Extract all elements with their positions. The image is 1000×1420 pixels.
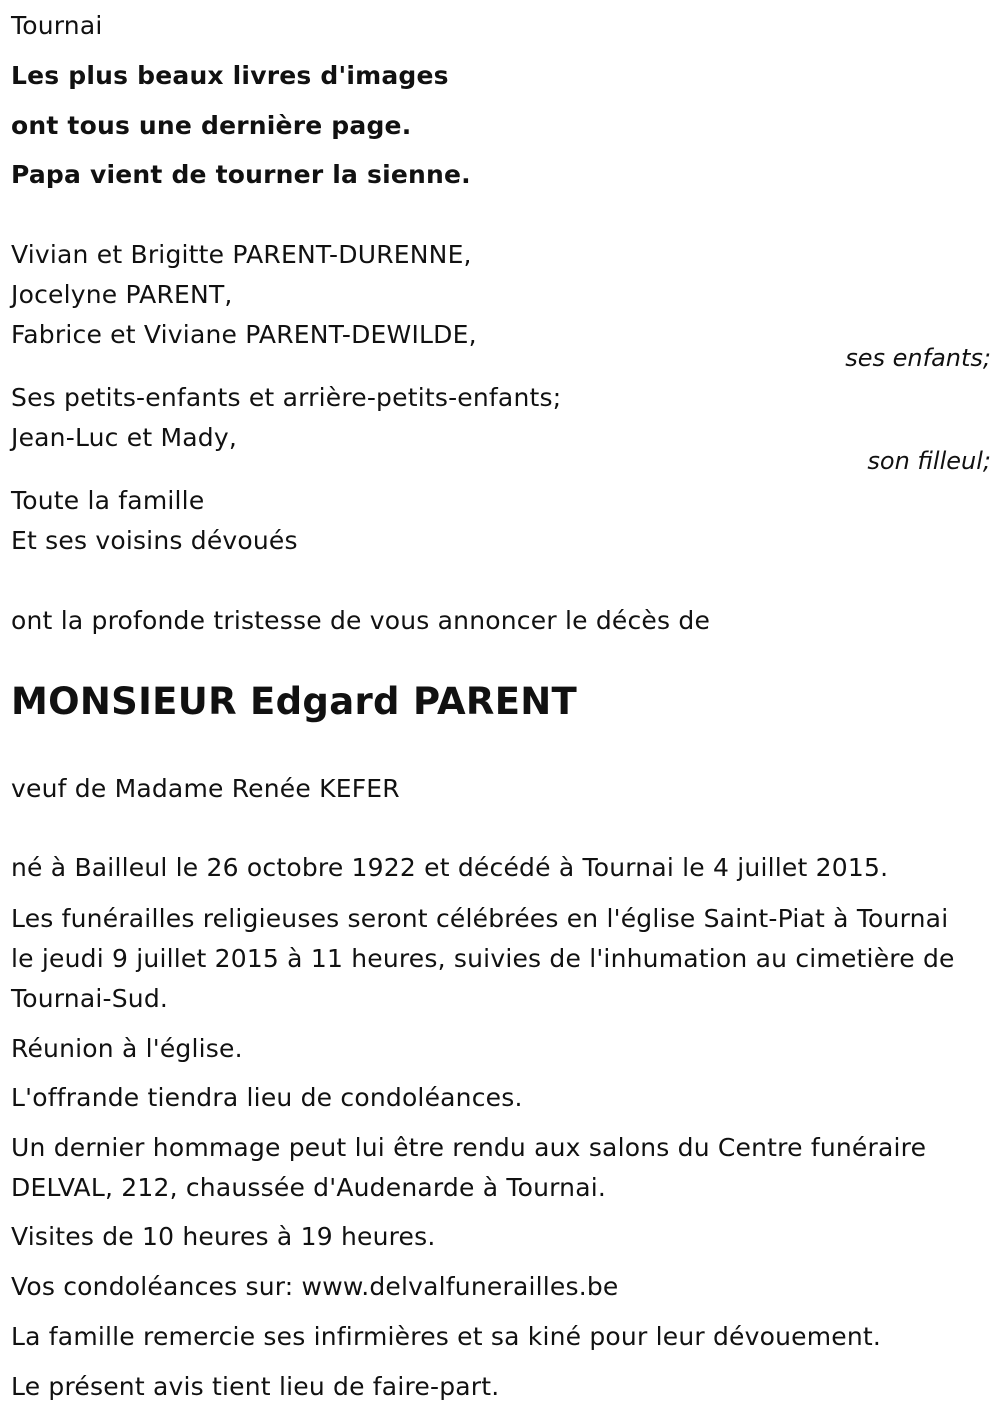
visits-line: Visites de 10 heures à 19 heures. (11, 1222, 436, 1251)
poem-line-1: Les plus beaux livres d'images (11, 61, 449, 90)
funeral-line-2: le jeudi 9 juillet 2015 à 11 heures, suivies de l'inhumation au cimetière de (11, 944, 955, 973)
notice-line: Le présent avis tient lieu de faire-part. (11, 1372, 500, 1401)
condolences-line: Vos condoléances sur: www.delvalfunerailles.be (11, 1272, 619, 1301)
child-line-1: Vivian et Brigitte PARENT-DURENNE, (11, 240, 472, 269)
neighbours-line: Et ses voisins dévoués (11, 526, 298, 555)
godson-line: Jean-Luc et Mady, (11, 423, 237, 452)
child-line-2: Jocelyne PARENT, (11, 280, 233, 309)
tribute-line-2: DELVAL, 212, chaussée d'Audenarde à Tournai. (11, 1173, 607, 1202)
godson-role: son filleul; (867, 447, 991, 475)
poem-line-3: Papa vient de tourner la sienne. (11, 160, 471, 189)
tribute-line-1: Un dernier hommage peut lui être rendu aux salons du Centre funéraire (11, 1133, 927, 1162)
city-line: Tournai (11, 11, 103, 40)
obituary-notice (11, 0, 991, 1420)
widower-line: veuf de Madame Renée KEFER (11, 774, 400, 803)
children-role: ses enfants; (845, 344, 991, 372)
funeral-line-3: Tournai-Sud. (11, 984, 169, 1013)
poem-line-2: ont tous une dernière page. (11, 111, 412, 140)
offering-line: L'offrande tiendra lieu de condoléances. (11, 1083, 523, 1112)
birth-death-line: né à Bailleul le 26 octobre 1922 et décédé à Tournai le 4 juillet 2015. (11, 853, 889, 882)
child-line-3: Fabrice et Viviane PARENT-DEWILDE, (11, 320, 477, 349)
announcement-line: ont la profonde tristesse de vous annoncer le décès de (11, 606, 711, 635)
deceased-name: MONSIEUR Edgard PARENT (11, 680, 578, 723)
meeting-line: Réunion à l'église. (11, 1034, 243, 1063)
family-line: Toute la famille (11, 486, 205, 515)
funeral-line-1: Les funérailles religieuses seront célébrées en l'église Saint-Piat à Tournai (11, 904, 949, 933)
thanks-line: La famille remercie ses infirmières et sa kiné pour leur dévouement. (11, 1322, 882, 1351)
grandchildren-line: Ses petits-enfants et arrière-petits-enfants; (11, 383, 562, 412)
